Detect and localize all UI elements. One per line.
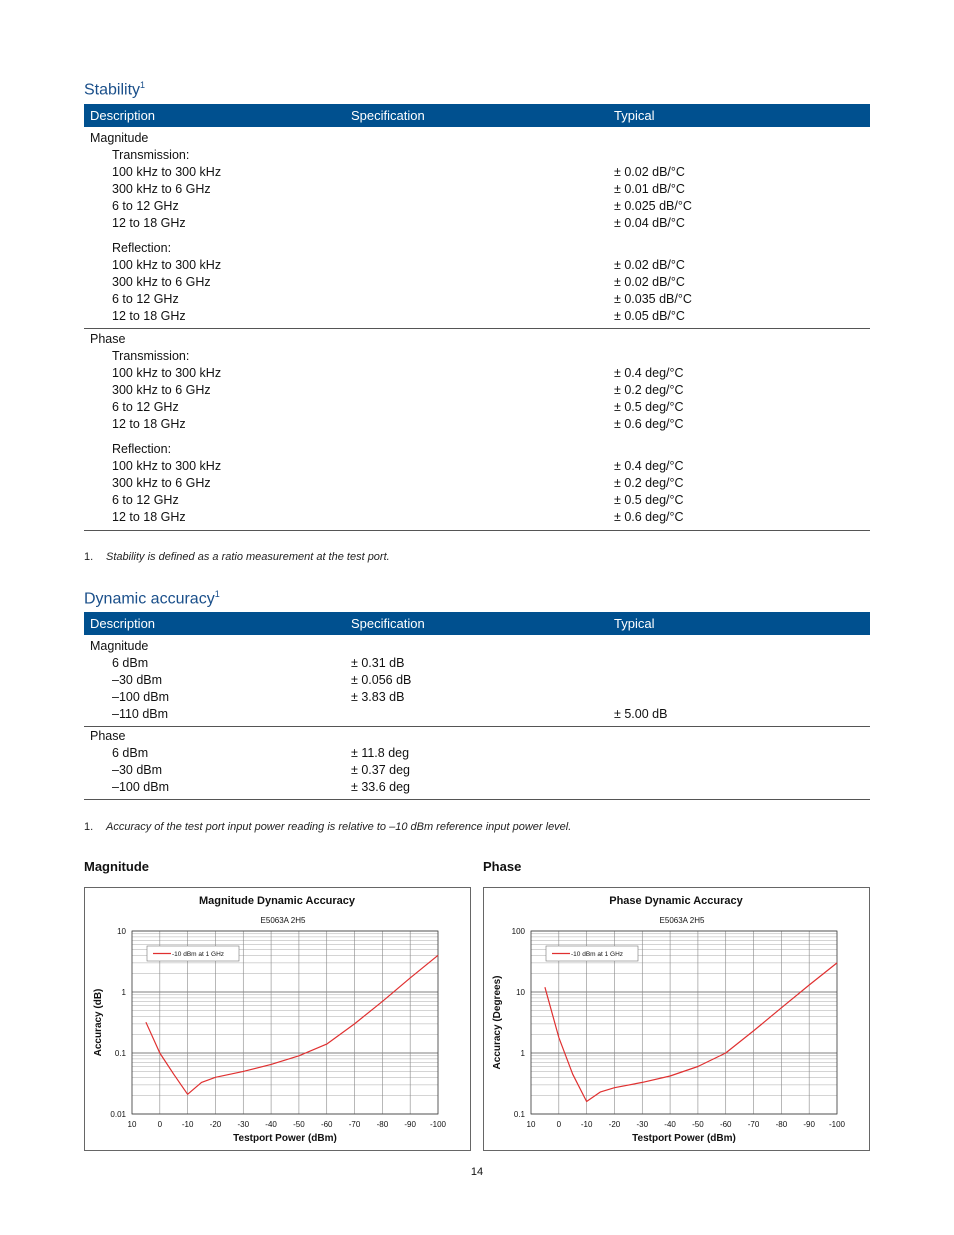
y-tick-label: 1: [121, 988, 126, 997]
dynamic-footnote: 1. Accuracy of the test port input power reading is relative to –10 dBm reference input power level.: [84, 821, 572, 833]
table-row: [84, 181, 870, 198]
table-cell: ± 0.02 dB/°C: [614, 258, 685, 272]
table-row: [84, 382, 870, 399]
table-cell: 100 kHz to 300 kHz: [112, 459, 222, 473]
phase-chart-label: Phase: [483, 859, 522, 874]
table-cell: ± 0.035 dB/°C: [614, 292, 692, 306]
stability-footnote: 1. Stability is defined as a ratio measurement at the test port.: [84, 551, 390, 563]
dynamic-magnitude-group: [84, 638, 870, 723]
table-row: [84, 198, 870, 215]
y-tick-label: 0.1: [114, 1049, 126, 1058]
stability-title: Stability$^1$: [84, 80, 146, 99]
divider: [84, 530, 870, 531]
table-cell: ± 0.056 dB: [351, 673, 412, 687]
table-cell: ± 0.02 dB/°C: [614, 275, 685, 289]
x-tick-label: -80: [376, 1120, 389, 1129]
table-cell: 100 kHz to 300 kHz: [112, 366, 222, 380]
phase-chart-frame: [483, 887, 870, 1151]
x-tick-label: -60: [320, 1120, 333, 1129]
table-row: [84, 779, 870, 796]
table-cell: –100 dBm: [112, 780, 169, 794]
chart-subtitle: E5063A 2H5: [659, 916, 705, 925]
y-tick-label: 100: [511, 927, 525, 936]
chart-title: Magnitude Dynamic Accuracy: [198, 895, 356, 907]
stability-table-header: [84, 104, 870, 127]
group-label: Phase: [90, 332, 126, 346]
table-row: [84, 706, 870, 723]
x-axis-label: Testport Power (dBm): [233, 1133, 337, 1144]
group-label: Magnitude: [90, 131, 149, 145]
y-axis-label: Accuracy (Degrees): [492, 975, 503, 1070]
x-tick-label: -100: [828, 1120, 846, 1129]
y-tick-label: 1: [520, 1049, 525, 1058]
table-cell: 12 to 18 GHz: [112, 510, 186, 524]
table-row: [84, 745, 870, 762]
table-cell: ± 0.2 deg/°C: [614, 383, 684, 397]
table-cell: 300 kHz to 6 GHz: [112, 383, 211, 397]
x-tick-label: -30: [237, 1120, 250, 1129]
table-row: [84, 274, 870, 291]
table-cell: 6 dBm: [112, 746, 149, 760]
table-cell: ± 0.5 deg/°C: [614, 493, 684, 507]
legend-entry: -10 dBm at 1 GHz: [571, 951, 624, 958]
table-cell: ± 0.6 deg/°C: [614, 417, 684, 431]
header-description: Description: [90, 616, 156, 631]
table-cell: 12 to 18 GHz: [112, 309, 186, 323]
table-row: [84, 215, 870, 232]
x-tick-label: -60: [719, 1120, 732, 1129]
x-tick-label: -10: [181, 1120, 194, 1129]
header-typical: Typical: [614, 108, 655, 123]
table-cell: ± 0.04 dB/°C: [614, 216, 685, 230]
table-row: [84, 291, 870, 308]
table-row: [84, 655, 870, 672]
table-row: [84, 509, 870, 526]
chart-subtitle: E5063A 2H5: [260, 916, 306, 925]
stability-phase-group: [84, 331, 870, 526]
y-tick-label: 0.01: [110, 1110, 126, 1119]
table-row: [84, 672, 870, 689]
table-row: [84, 365, 870, 382]
subgroup-label: Transmission:: [112, 349, 190, 363]
table-cell: ± 0.2 deg/°C: [614, 476, 684, 490]
subgroup-label: Transmission:: [112, 148, 190, 162]
header-typical: Typical: [614, 616, 655, 631]
table-cell: ± 0.5 deg/°C: [614, 400, 684, 414]
subgroup-label: Reflection:: [112, 442, 172, 456]
x-tick-label: -20: [209, 1120, 222, 1129]
table-cell: 6 to 12 GHz: [112, 493, 179, 507]
x-tick-label: 10: [127, 1120, 137, 1129]
divider: [84, 799, 870, 800]
legend-entry: -10 dBm at 1 GHz: [172, 951, 225, 958]
table-cell: 12 to 18 GHz: [112, 216, 186, 230]
series-line: [545, 963, 837, 1102]
x-tick-label: -50: [692, 1120, 704, 1129]
x-axis-label: Testport Power (dBm): [632, 1133, 736, 1144]
x-tick-label: -10: [580, 1120, 593, 1129]
table-cell: ± 3.83 dB: [351, 690, 405, 704]
table-cell: ± 0.4 deg/°C: [614, 459, 684, 473]
table-cell: ± 0.02 dB/°C: [614, 165, 685, 179]
table-cell: –110 dBm: [112, 707, 169, 721]
chart-legend: [546, 946, 638, 961]
header-specification: Specification: [351, 616, 425, 631]
y-tick-label: 0.1: [513, 1110, 525, 1119]
table-cell: 6 to 12 GHz: [112, 400, 179, 414]
table-row: [84, 399, 870, 416]
page-number: 14: [470, 1166, 484, 1178]
group-label: Phase: [90, 729, 126, 743]
group-label: Magnitude: [90, 639, 149, 653]
dynamic-accuracy-title: Dynamic accuracy$^1$: [84, 589, 220, 608]
table-cell: ± 0.31 dB: [351, 656, 405, 670]
x-tick-label: -90: [803, 1120, 815, 1129]
x-tick-label: 0: [556, 1120, 562, 1129]
magnitude-dynamic-accuracy-chart: [85, 888, 470, 1150]
x-tick-label: -20: [608, 1120, 621, 1129]
dynamic-phase-group: [84, 728, 870, 796]
table-cell: ± 0.37 deg: [351, 763, 410, 777]
table-cell: ± 0.6 deg/°C: [614, 510, 684, 524]
y-tick-label: 10: [516, 988, 525, 997]
table-row: [84, 475, 870, 492]
stability-magnitude-group: [84, 130, 870, 325]
table-cell: ± 0.05 dB/°C: [614, 309, 685, 323]
table-cell: ± 11.8 deg: [351, 746, 410, 760]
chart-title: Phase Dynamic Accuracy: [609, 895, 743, 907]
table-cell: 300 kHz to 6 GHz: [112, 275, 211, 289]
magnitude-chart-label: Magnitude: [84, 859, 149, 874]
divider: [84, 328, 870, 329]
x-tick-label: -70: [348, 1120, 361, 1129]
table-row: [84, 492, 870, 509]
table-cell: ± 0.01 dB/°C: [614, 182, 685, 196]
table-row: [84, 689, 870, 706]
dynamic-table-header: [84, 612, 870, 635]
x-tick-label: -70: [747, 1120, 760, 1129]
y-axis-label: Accuracy (dB): [93, 988, 104, 1057]
table-cell: ± 0.025 dB/°C: [614, 199, 692, 213]
table-row: [84, 257, 870, 274]
chart-legend: [147, 946, 239, 961]
table-row: [84, 762, 870, 779]
x-tick-label: 10: [526, 1120, 536, 1129]
table-cell: ± 0.4 deg/°C: [614, 366, 684, 380]
table-cell: 300 kHz to 6 GHz: [112, 476, 211, 490]
table-cell: 100 kHz to 300 kHz: [112, 165, 222, 179]
x-tick-label: -80: [775, 1120, 788, 1129]
x-tick-label: -90: [404, 1120, 416, 1129]
table-row: [84, 458, 870, 475]
table-cell: ± 5.00 dB: [614, 707, 668, 721]
table-cell: 6 to 12 GHz: [112, 199, 179, 213]
x-tick-label: 0: [157, 1120, 163, 1129]
divider: [84, 726, 870, 727]
x-tick-label: -40: [664, 1120, 676, 1129]
magnitude-chart-frame: [84, 887, 471, 1151]
table-cell: 12 to 18 GHz: [112, 417, 186, 431]
x-tick-label: -100: [429, 1120, 447, 1129]
x-tick-label: -40: [265, 1120, 277, 1129]
table-cell: 300 kHz to 6 GHz: [112, 182, 211, 196]
phase-dynamic-accuracy-chart: [484, 888, 869, 1150]
table-cell: 6 to 12 GHz: [112, 292, 179, 306]
table-row: [84, 308, 870, 325]
table-cell: 6 dBm: [112, 656, 149, 670]
x-tick-label: -50: [293, 1120, 305, 1129]
table-row: [84, 416, 870, 433]
table-cell: –100 dBm: [112, 690, 169, 704]
table-cell: –30 dBm: [112, 673, 163, 687]
header-specification: Specification: [351, 108, 425, 123]
subgroup-label: Reflection:: [112, 241, 172, 255]
table-cell: 100 kHz to 300 kHz: [112, 258, 222, 272]
header-description: Description: [90, 108, 156, 123]
table-row: [84, 164, 870, 181]
x-tick-label: -30: [636, 1120, 649, 1129]
series-line: [146, 955, 438, 1094]
table-cell: ± 33.6 deg: [351, 780, 410, 794]
table-cell: –30 dBm: [112, 763, 163, 777]
y-tick-label: 10: [117, 927, 126, 936]
